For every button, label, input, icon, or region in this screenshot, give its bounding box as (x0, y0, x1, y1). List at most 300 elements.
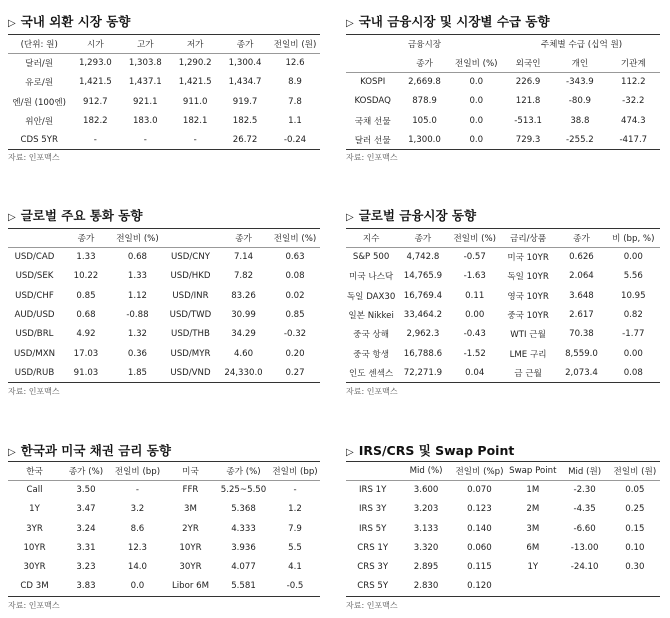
table-cell: -24.10 (570, 562, 599, 573)
table-cell: 미국 10YR (507, 253, 549, 264)
table-cell: 1.1 (288, 116, 302, 127)
table-cell: 2.617 (569, 310, 594, 321)
swap-header-row (346, 462, 660, 481)
column-header (346, 54, 399, 73)
fx-table (8, 34, 320, 150)
global-fx-row (8, 286, 320, 305)
global-fx-title (8, 206, 142, 224)
table-cell: 3.936 (231, 543, 256, 554)
column-header: 종가 (%) (217, 462, 270, 481)
triangle-icon: ▷ (346, 212, 354, 223)
equity-flow-table (346, 34, 660, 150)
table-cell: Libor 6M (164, 577, 217, 596)
table-cell: -6.60 (573, 523, 596, 534)
table-cell: 38.8 (570, 115, 590, 126)
table-cell: 1,421.5 (78, 77, 112, 88)
table-cell: 878.9 (412, 96, 437, 107)
column-header (8, 229, 61, 248)
global-fx-row (8, 363, 320, 382)
table-cell: 1,293.0 (78, 58, 112, 69)
column-header: 외국인 (503, 54, 553, 73)
swap-row (346, 481, 660, 500)
table-cell: 17.03 (73, 348, 99, 359)
table-cell: 1Y (29, 504, 40, 515)
table-cell: USD/CAD (14, 252, 55, 263)
table-cell: 30YR (179, 562, 202, 573)
table-cell: 금 근월 (500, 363, 557, 382)
table-cell: 0.0 (469, 96, 484, 107)
table-cell: 2,962.3 (406, 329, 440, 340)
column-header: Mid (원) (560, 462, 610, 481)
table-cell: 독일 10YR (507, 272, 549, 283)
table-cell: 4.92 (76, 329, 96, 340)
table-cell: 독일 DAX30 (346, 291, 396, 302)
table-cell: 182.5 (232, 116, 258, 127)
table-cell: KOSDAQ (354, 96, 391, 107)
column-header: 종가 (217, 229, 270, 248)
table-cell: 33,464.2 (403, 310, 443, 321)
table-cell: 유로/원 (25, 78, 54, 89)
global-mkt-row (346, 267, 660, 286)
table-cell: 달러/원 (25, 59, 54, 70)
table-cell: 1.85 (111, 363, 164, 382)
table-cell: 16,769.4 (403, 290, 443, 301)
table-cell: - (293, 485, 297, 496)
column-header: 전일비 (%) (450, 229, 500, 248)
table-cell: 1,434.7 (228, 77, 262, 88)
table-cell: -513.1 (514, 115, 542, 126)
column-header: 전일비 (bp) (111, 462, 164, 481)
fx-row (8, 92, 320, 111)
table-cell: - (120, 131, 170, 150)
table-cell: USD/BRL (15, 329, 54, 340)
table-cell: 영국 10YR (507, 291, 549, 302)
table-cell: 226.9 (515, 77, 541, 88)
column-header: 전일비 (%) (270, 229, 320, 248)
table-cell: 5.56 (623, 271, 643, 282)
table-cell: 0.120 (453, 577, 506, 596)
table-cell: 1.12 (127, 290, 148, 301)
bonds-row (8, 481, 320, 500)
table-cell: -0.24 (270, 131, 320, 150)
table-cell: 921.1 (132, 96, 158, 107)
global-fx-title-text: 글로벌 주요 통화 동향 (20, 208, 143, 223)
table-cell: 중국 10YR (507, 311, 549, 322)
table-cell: -0.88 (126, 310, 149, 321)
equity-flow-title (346, 12, 550, 30)
column-header: 금리/상품 (500, 229, 557, 248)
table-cell: USD/RUB (8, 363, 61, 382)
column-header: 시가 (70, 35, 120, 54)
equity-flow-title-text: 국내 금융시장 및 시장별 수급 동향 (358, 14, 550, 29)
table-cell: -1.63 (463, 271, 486, 282)
table-cell: 1,303.8 (128, 58, 162, 69)
swap-source: 자료: 인포맥스 (346, 601, 398, 610)
table-cell: USD/VND (164, 363, 217, 382)
table-cell: 0.82 (623, 310, 643, 321)
table-cell: USD/TWD (169, 310, 212, 321)
bonds-row (8, 577, 320, 596)
table-cell: 2M (526, 504, 540, 515)
column-header: 저가 (170, 35, 220, 54)
table-cell: 12.6 (285, 58, 305, 69)
column-header: (단위: 원) (8, 35, 70, 54)
column-header: 전일비 (%) (450, 54, 503, 73)
table-cell: 0.0 (111, 577, 164, 596)
table-cell: 3.133 (413, 523, 439, 534)
table-cell: 4,742.8 (406, 252, 440, 263)
table-cell: 112.2 (620, 77, 646, 88)
table-cell: 0.25 (625, 504, 645, 515)
global-fx-row (8, 267, 320, 286)
global-fx-row (8, 248, 320, 267)
table-cell: USD/CHF (15, 290, 54, 301)
swap-row (346, 519, 660, 538)
table-cell: 30YR (23, 562, 46, 573)
global-mkt-table (346, 228, 660, 383)
table-cell: 14.0 (127, 562, 148, 573)
table-cell: 4.077 (231, 562, 256, 573)
swap-row (346, 538, 660, 557)
table-cell: 3.24 (76, 523, 96, 534)
fx-row (8, 111, 320, 130)
table-cell: - (170, 131, 220, 150)
fx-row (8, 131, 320, 150)
global-mkt-row (346, 286, 660, 305)
table-cell: USD/SEK (15, 271, 54, 282)
fx-source: 자료: 인포맥스 (8, 153, 60, 162)
table-cell: 5.581 (217, 577, 270, 596)
column-header: 종가 (399, 54, 449, 73)
table-cell: 1,290.2 (178, 58, 212, 69)
table-cell: 2,073.4 (556, 363, 606, 382)
column-header: 종가 (556, 229, 606, 248)
global-fx-row (8, 305, 320, 324)
swap-title-text: IRS/CRS 및 Swap Point (358, 443, 515, 458)
column-header: 개인 (553, 54, 606, 73)
table-cell: 2,669.8 (408, 77, 441, 88)
table-cell: 0.20 (285, 348, 305, 359)
table-cell: 10.22 (73, 271, 99, 282)
table-cell: 4.60 (233, 348, 254, 359)
table-cell: 3YR (26, 523, 43, 534)
table-cell: IRS 1Y (358, 485, 387, 496)
table-cell: 3.47 (76, 504, 96, 515)
table-cell: 0.140 (467, 523, 492, 534)
bonds-row (8, 538, 320, 557)
table-cell: Call (26, 485, 43, 496)
table-cell: 1,421.5 (178, 77, 212, 88)
table-cell: 5.5 (288, 543, 302, 554)
column-header (346, 462, 399, 481)
table-cell: -0.57 (463, 252, 486, 263)
table-cell: 12.3 (127, 543, 148, 554)
table-cell (560, 577, 610, 596)
table-cell: 0.0 (469, 77, 484, 88)
table-cell: CRS 5Y (346, 577, 399, 596)
table-cell: 3.2 (130, 504, 145, 515)
table-cell (610, 577, 660, 596)
table-cell: USD/THB (171, 329, 210, 340)
column-header: 전일비 (%p) (453, 462, 506, 481)
table-cell: -2.30 (573, 485, 596, 496)
table-cell: 0.11 (465, 290, 485, 301)
triangle-icon: ▷ (8, 18, 16, 29)
table-cell: 0.68 (76, 310, 96, 321)
table-cell: 0.04 (450, 363, 500, 382)
table-cell: 26.72 (220, 131, 270, 150)
table-cell: 10YR (179, 543, 202, 554)
table-cell: 0.10 (625, 543, 645, 554)
table-cell: 중국 항생 (353, 349, 390, 360)
column-header: 종가 (%) (61, 462, 111, 481)
table-cell: 국채 선물 (354, 116, 391, 127)
table-cell: IRS 5Y (358, 523, 387, 534)
column-header: 지수 (346, 229, 396, 248)
bonds-title-text: 한국과 미국 채권 금리 동향 (20, 443, 171, 458)
global-mkt-source: 자료: 인포맥스 (346, 387, 398, 396)
fx-row (8, 54, 320, 73)
table-cell: 3.83 (61, 577, 111, 596)
column-header: 전일비 (%) (111, 229, 164, 248)
table-cell: 미국 나스닥 (348, 272, 394, 283)
table-cell: 0.626 (569, 252, 594, 263)
column-header: 미국 (164, 462, 217, 481)
table-cell: 0.05 (625, 485, 645, 496)
table-cell: 3.31 (76, 543, 96, 554)
table-cell: 0.00 (623, 252, 643, 263)
table-cell: 0.08 (607, 363, 660, 382)
table-cell: 3.50 (76, 485, 96, 496)
table-cell: 0.85 (76, 290, 96, 301)
table-cell: - (70, 131, 120, 150)
table-cell: 30.99 (231, 310, 256, 321)
table-cell: USD/MYR (170, 348, 211, 359)
column-header (164, 229, 217, 248)
table-cell: -0.43 (463, 329, 486, 340)
column-header: 종가 (61, 229, 111, 248)
triangle-icon: ▷ (346, 18, 354, 29)
bonds-header-row (8, 462, 320, 481)
table-cell: AUD/USD (14, 310, 55, 321)
table-cell: -80.9 (568, 96, 592, 107)
column-header: 비 (bp, %) (607, 229, 660, 248)
table-cell: 3.320 (413, 543, 439, 554)
table-cell: 121.8 (515, 96, 541, 107)
table-cell: 위안/원 (25, 117, 54, 128)
table-cell: USD/INR (172, 290, 209, 301)
global-fx-table (8, 228, 320, 383)
table-cell: 일본 Nikkei (348, 311, 394, 322)
swap-row (346, 577, 660, 596)
global-mkt-title (346, 206, 476, 224)
table-cell: S&P 500 (352, 252, 390, 263)
table-cell: 10YR (23, 543, 46, 554)
equity-flow-source: 자료: 인포맥스 (346, 153, 398, 162)
swap-title (346, 441, 514, 459)
column-header: Mid (%) (399, 462, 452, 481)
triangle-icon: ▷ (346, 447, 354, 458)
global-fx-header-row (8, 229, 320, 248)
table-cell: 8.9 (288, 77, 302, 88)
table-cell: -1.52 (463, 348, 486, 359)
table-cell: 1,300.4 (228, 58, 262, 69)
table-cell: 0.060 (467, 543, 492, 554)
table-cell: 0.27 (270, 363, 320, 382)
group-header-flow: 주체별 수급 (십억 원) (503, 35, 660, 54)
table-cell: CDS 5YR (8, 131, 70, 150)
table-cell: 2.895 (413, 562, 439, 573)
triangle-icon: ▷ (8, 212, 16, 223)
column-header: 한국 (8, 462, 61, 481)
table-cell: 3.648 (569, 290, 594, 301)
triangle-icon: ▷ (8, 447, 16, 458)
table-cell: 7.9 (288, 523, 302, 534)
table-cell: 2YR (182, 523, 199, 534)
table-cell: 3.23 (76, 562, 96, 573)
column-header: 기관계 (607, 54, 660, 73)
table-cell: 24,330.0 (217, 363, 270, 382)
table-cell: -417.7 (607, 130, 660, 149)
table-cell: 3.203 (413, 504, 439, 515)
global-mkt-row (346, 344, 660, 363)
column-header: 전일비 (원) (270, 35, 320, 54)
table-cell: 0.0 (450, 130, 503, 149)
global-fx-row (8, 344, 320, 363)
table-cell: CRS 3Y (357, 562, 389, 573)
table-cell: 3M (184, 504, 197, 515)
global-mkt-row (346, 305, 660, 324)
table-cell: 105.0 (412, 115, 437, 126)
table-cell: - (135, 485, 139, 496)
table-cell: -255.2 (553, 130, 606, 149)
table-cell: USD/MXN (14, 348, 56, 359)
table-cell: 8.6 (130, 523, 145, 534)
column-header: 종가 (396, 229, 449, 248)
table-cell: -1.77 (622, 329, 645, 340)
fx-row (8, 73, 320, 92)
table-cell: 912.7 (83, 96, 108, 107)
table-cell: FFR (182, 485, 199, 496)
column-header: 전일비 (bp) (270, 462, 320, 481)
table-cell: 14,765.9 (403, 271, 443, 282)
table-cell: 729.3 (503, 130, 553, 149)
table-cell: WTI 근월 (510, 330, 546, 341)
table-cell: 0.63 (285, 252, 305, 263)
table-cell: 1.32 (127, 329, 148, 340)
table-cell: 2.064 (569, 271, 594, 282)
table-cell: -0.5 (270, 577, 320, 596)
table-cell: 0.68 (127, 252, 148, 263)
table-cell: -32.2 (622, 96, 645, 107)
table-cell: 1.33 (76, 252, 96, 263)
table-cell: 911.0 (182, 96, 208, 107)
table-cell: 182.2 (83, 116, 108, 127)
table-cell: 70.38 (569, 329, 594, 340)
column-header: Swap Point (506, 462, 559, 481)
table-cell: 1Y (527, 562, 539, 573)
table-cell: 1,437.1 (128, 77, 162, 88)
fx-title-text: 국내 외환 시장 동향 (20, 14, 131, 29)
table-cell: 7.14 (233, 252, 254, 263)
column-header: 종가 (220, 35, 270, 54)
table-cell: 3.600 (413, 485, 439, 496)
table-cell: 4.1 (288, 562, 302, 573)
fx-title (8, 12, 130, 30)
table-cell: 0.123 (467, 504, 492, 515)
table-cell: 2.830 (399, 577, 452, 596)
equity-flow-row (346, 130, 660, 149)
table-cell: IRS 3Y (358, 504, 387, 515)
bonds-table (8, 461, 320, 597)
table-cell: 달러 선물 (346, 130, 399, 149)
table-cell: -0.32 (283, 329, 307, 340)
table-cell: 7.8 (288, 96, 302, 107)
swap-row (346, 558, 660, 577)
table-cell: 83.26 (231, 290, 256, 301)
table-cell: USD/HKD (170, 271, 211, 282)
equity-flow-row (346, 73, 660, 92)
table-cell: 0.15 (625, 523, 645, 534)
bonds-source: 자료: 인포맥스 (8, 601, 60, 610)
table-cell: 0.85 (285, 310, 305, 321)
table-cell: 0.02 (285, 290, 305, 301)
table-cell: -4.35 (573, 504, 596, 515)
global-fx-source: 자료: 인포맥스 (8, 387, 60, 396)
table-cell: 1M (526, 485, 540, 496)
table-cell: 0.00 (465, 310, 485, 321)
table-cell: LME 구리 (509, 349, 547, 360)
table-cell: 5.25~5.50 (220, 485, 267, 496)
table-cell: 0.0 (469, 115, 484, 126)
table-cell: 6M (526, 543, 540, 554)
global-mkt-row (346, 363, 660, 382)
table-cell: -13.00 (570, 543, 599, 554)
table-cell: 엔/원 (100엔) (12, 97, 67, 108)
table-cell: 182.1 (182, 116, 208, 127)
table-cell: 72,271.9 (396, 363, 449, 382)
table-cell: 0.30 (625, 562, 645, 573)
table-cell: 0.08 (285, 271, 305, 282)
swap-table (346, 461, 660, 597)
table-cell: 5.368 (231, 504, 256, 515)
table-cell: 중국 상해 (353, 330, 390, 341)
table-cell: 1.2 (288, 504, 302, 515)
table-cell: 0.36 (127, 348, 148, 359)
table-cell: 인도 센섹스 (346, 363, 396, 382)
table-cell: 0.115 (467, 562, 492, 573)
table-cell: 0.070 (467, 485, 492, 496)
table-cell: CRS 1Y (357, 543, 389, 554)
bonds-title (8, 441, 171, 459)
bonds-row (8, 558, 320, 577)
global-fx-row (8, 325, 320, 344)
bonds-row (8, 519, 320, 538)
equity-flow-group-row (346, 35, 660, 54)
table-cell: 8,559.0 (565, 348, 598, 359)
table-cell: 7.82 (233, 271, 254, 282)
bonds-row (8, 500, 320, 519)
group-header-market: 금융시장 (346, 35, 503, 54)
column-header: 전일비 (원) (610, 462, 660, 481)
table-cell: USD/CNY (171, 252, 210, 263)
global-mkt-row (346, 325, 660, 344)
table-cell: 183.0 (132, 116, 158, 127)
equity-flow-row (346, 111, 660, 130)
fx-header-row (8, 35, 320, 54)
table-cell (506, 577, 559, 596)
global-mkt-row (346, 248, 660, 267)
